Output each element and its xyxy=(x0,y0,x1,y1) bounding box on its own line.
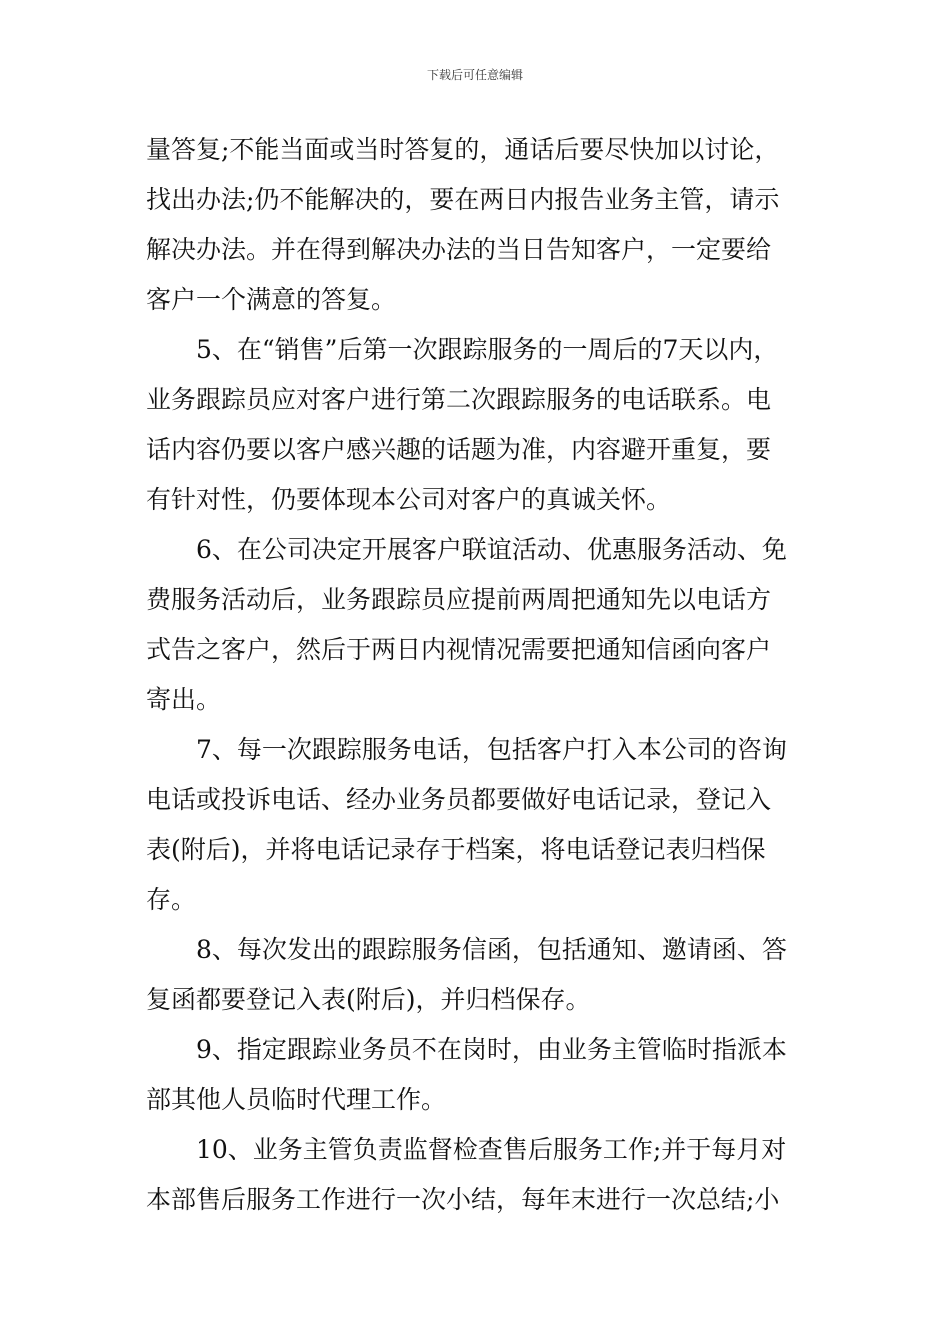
text-line: 电话或投诉电话、经办业务员都要做好电话记录，登记入 xyxy=(146,785,772,814)
text-line: 寄出。 xyxy=(146,685,222,714)
text-line: 量答复;不能当面或当时答复的，通话后要尽快加以讨论， xyxy=(146,135,780,164)
text-line: 解决办法。并在得到解决办法的当日告知客户，一定要给 xyxy=(146,235,772,264)
document-body xyxy=(146,125,826,1225)
text-line: 复函都要登记入表(附后)，并归档保存。 xyxy=(146,985,591,1014)
text-line: 找出办法;仍不能解决的，要在两日内报告业务主管，请示 xyxy=(146,185,780,214)
text-line: 8、每次发出的跟踪服务信函，包括通知、邀请函、答 xyxy=(196,935,787,964)
text-line: 业务跟踪员应对客户进行第二次跟踪服务的电话联系。电 xyxy=(146,385,772,414)
text-line: 费服务活动后，业务跟踪员应提前两周把通知先以电话方 xyxy=(146,585,772,614)
text-line: 客户一个满意的答复。 xyxy=(146,285,397,314)
text-line: 表(附后)，并将电话记录存于档案，将电话登记表归档保 xyxy=(146,835,766,864)
text-line: 话内容仍要以客户感兴趣的话题为准，内容避开重复，要 xyxy=(146,435,772,464)
text-line: 有针对性，仍要体现本公司对客户的真诚关怀。 xyxy=(146,485,672,514)
page-header: 下载后可任意编辑 xyxy=(426,68,523,82)
text-line: 5、在“销售”后第一次跟踪服务的一周后的7天以内， xyxy=(196,335,779,364)
text-line: 存。 xyxy=(146,885,197,914)
text-line: 7、每一次跟踪服务电话，包括客户打入本公司的咨询 xyxy=(196,735,787,764)
text-line: 6、在公司决定开展客户联谊活动、优惠服务活动、免 xyxy=(196,535,787,564)
text-line: 本部售后服务工作进行一次小结，每年末进行一次总结;小 xyxy=(146,1185,780,1214)
text-line: 部其他人员临时代理工作。 xyxy=(146,1085,447,1114)
text-line: 式告之客户，然后于两日内视情况需要把通知信函向客户 xyxy=(146,635,772,664)
text-line: 10、业务主管负责监督检查售后服务工作;并于每月对 xyxy=(196,1135,787,1164)
text-line: 9、指定跟踪业务员不在岗时，由业务主管临时指派本 xyxy=(196,1035,787,1064)
